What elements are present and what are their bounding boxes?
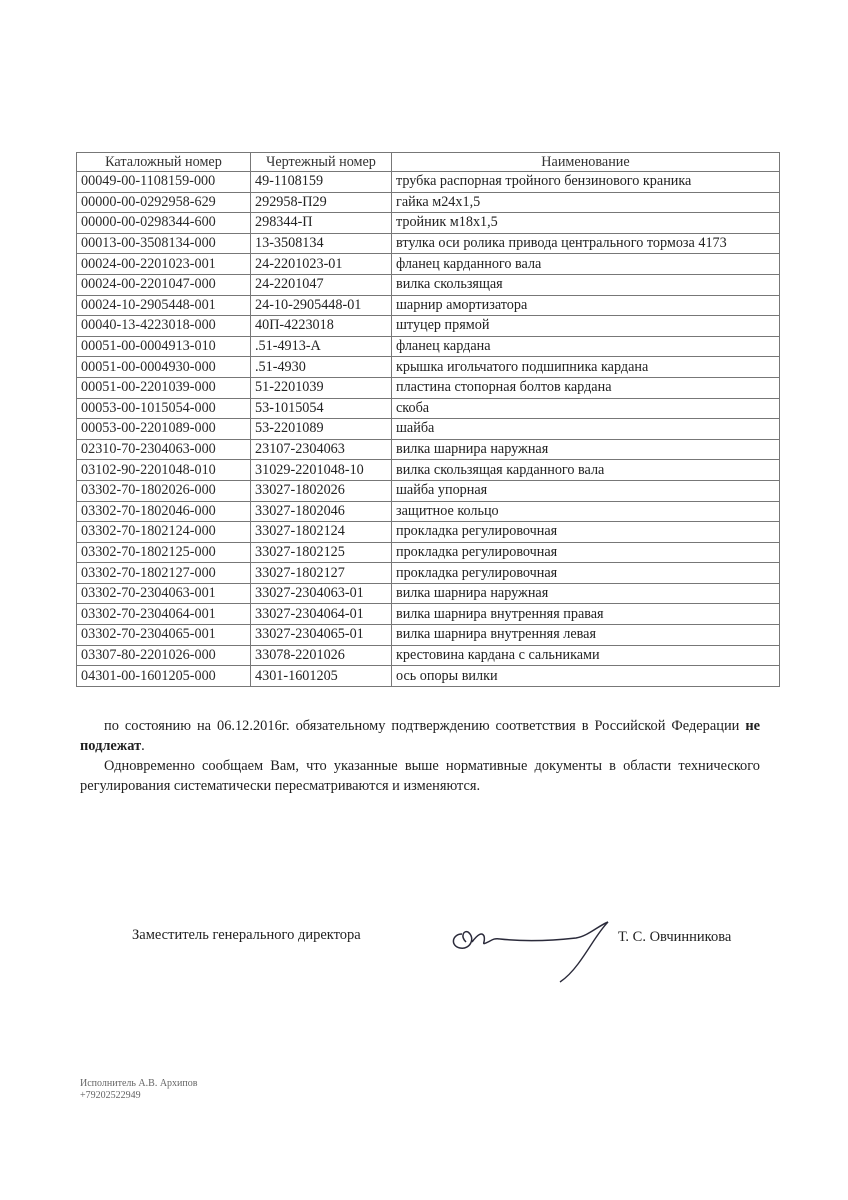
catalog-number-cell: 00051-00-0004913-010: [77, 336, 251, 357]
note-1-bold: не подлежат: [80, 718, 760, 754]
note-paragraph-2: [80, 756, 760, 796]
executor-info: [80, 1078, 197, 1102]
part-name-cell: шарнир амортизатора: [392, 295, 780, 316]
catalog-number-cell: 00000-00-0298344-600: [77, 213, 251, 234]
catalog-number-cell: 00024-10-2905448-001: [77, 295, 251, 316]
note-2-text: Одновременно сообщаем Вам, что указанные выше нормативные документы в области технического регулирования систематически пересматриваются и изменяются.: [80, 758, 760, 794]
catalog-number-cell: 03302-70-2304064-001: [77, 604, 251, 625]
part-name-cell: крышка игольчатого подшипника кардана: [392, 357, 780, 378]
drawing-number-cell: 33027-2304063-01: [251, 583, 392, 604]
table-row: [77, 522, 780, 543]
table-row: [77, 460, 780, 481]
catalog-number-cell: 03102-90-2201048-010: [77, 460, 251, 481]
table-row: [77, 625, 780, 646]
table-row: [77, 357, 780, 378]
table-row: [77, 501, 780, 522]
catalog-number-cell: 03302-70-1802124-000: [77, 522, 251, 543]
drawing-number-cell: 33027-1802127: [251, 563, 392, 584]
part-name-cell: скоба: [392, 398, 780, 419]
part-name-cell: прокладка регулировочная: [392, 522, 780, 543]
catalog-number-cell: 03302-70-1802046-000: [77, 501, 251, 522]
part-name-cell: прокладка регулировочная: [392, 542, 780, 563]
part-name-cell: пластина стопорная болтов кардана: [392, 377, 780, 398]
drawing-number-cell: .51-4913-А: [251, 336, 392, 357]
table-row: [77, 398, 780, 419]
part-name-cell: вилка шарнира внутренняя левая: [392, 625, 780, 646]
catalog-number-cell: 00051-00-0004930-000: [77, 357, 251, 378]
table-row: [77, 666, 780, 687]
note-1-end: .: [141, 738, 145, 754]
table-row: [77, 583, 780, 604]
drawing-number-cell: 24-2201023-01: [251, 254, 392, 275]
drawing-number-cell: 13-3508134: [251, 233, 392, 254]
drawing-number-cell: 292958-П29: [251, 192, 392, 213]
catalog-number-cell: 00024-00-2201023-001: [77, 254, 251, 275]
drawing-number-cell: 23107-2304063: [251, 439, 392, 460]
table-row: [77, 377, 780, 398]
catalog-number-cell: 03302-70-1802026-000: [77, 480, 251, 501]
table-row: [77, 213, 780, 234]
catalog-number-cell: 00024-00-2201047-000: [77, 274, 251, 295]
drawing-number-cell: 33027-1802125: [251, 542, 392, 563]
part-name-cell: защитное кольцо: [392, 501, 780, 522]
header-drawing-number: Чертежный номер: [251, 153, 392, 172]
table-row: [77, 542, 780, 563]
note-1-text: по состоянию на 06.12.2016г. обязательному подтверждению соответствия в Российской Федерации: [104, 718, 746, 734]
note-paragraph-1: [80, 716, 760, 756]
table-row: [77, 274, 780, 295]
part-name-cell: штуцер прямой: [392, 316, 780, 337]
drawing-number-cell: 33027-2304064-01: [251, 604, 392, 625]
drawing-number-cell: 4301-1601205: [251, 666, 392, 687]
signatory-title: Заместитель генерального директора: [132, 927, 361, 943]
table-row: [77, 419, 780, 440]
table-row: [77, 233, 780, 254]
header-name: Наименование: [392, 153, 780, 172]
part-name-cell: вилка скользящая карданного вала: [392, 460, 780, 481]
part-name-cell: шайба: [392, 419, 780, 440]
table-row: [77, 604, 780, 625]
drawing-number-cell: 53-2201089: [251, 419, 392, 440]
part-name-cell: шайба упорная: [392, 480, 780, 501]
parts-table-body: [77, 172, 780, 687]
table-row: [77, 439, 780, 460]
drawing-number-cell: 53-1015054: [251, 398, 392, 419]
drawing-number-cell: 31029-2201048-10: [251, 460, 392, 481]
table-row: [77, 172, 780, 193]
part-name-cell: вилка скользящая: [392, 274, 780, 295]
catalog-number-cell: 00053-00-1015054-000: [77, 398, 251, 419]
catalog-number-cell: 00040-13-4223018-000: [77, 316, 251, 337]
part-name-cell: вилка шарнира наружная: [392, 439, 780, 460]
catalog-number-cell: 00013-00-3508134-000: [77, 233, 251, 254]
table-row: [77, 480, 780, 501]
catalog-number-cell: 03307-80-2201026-000: [77, 645, 251, 666]
part-name-cell: тройник м18х1,5: [392, 213, 780, 234]
drawing-number-cell: 24-2201047: [251, 274, 392, 295]
table-row: [77, 295, 780, 316]
drawing-number-cell: 33078-2201026: [251, 645, 392, 666]
signatory-name: Т. С. Овчинникова: [618, 929, 732, 945]
drawing-number-cell: 24-10-2905448-01: [251, 295, 392, 316]
catalog-number-cell: 00000-00-0292958-629: [77, 192, 251, 213]
part-name-cell: прокладка регулировочная: [392, 563, 780, 584]
drawing-number-cell: 49-1108159: [251, 172, 392, 193]
drawing-number-cell: .51-4930: [251, 357, 392, 378]
parts-table: [76, 152, 780, 687]
part-name-cell: гайка м24х1,5: [392, 192, 780, 213]
drawing-number-cell: 51-2201039: [251, 377, 392, 398]
catalog-number-cell: 04301-00-1601205-000: [77, 666, 251, 687]
part-name-cell: втулка оси ролика привода центрального тормоза 4173: [392, 233, 780, 254]
catalog-number-cell: 03302-70-2304063-001: [77, 583, 251, 604]
table-header-row: [77, 153, 780, 172]
part-name-cell: фланец карданного вала: [392, 254, 780, 275]
table-row: [77, 192, 780, 213]
part-name-cell: крестовина кардана с сальниками: [392, 645, 780, 666]
catalog-number-cell: 02310-70-2304063-000: [77, 439, 251, 460]
catalog-number-cell: 00049-00-1108159-000: [77, 172, 251, 193]
drawing-number-cell: 40П-4223018: [251, 316, 392, 337]
drawing-number-cell: 33027-1802026: [251, 480, 392, 501]
drawing-number-cell: 298344-П: [251, 213, 392, 234]
handwritten-signature: [448, 912, 618, 984]
catalog-number-cell: 03302-70-1802127-000: [77, 563, 251, 584]
table-row: [77, 316, 780, 337]
part-name-cell: трубка распорная тройного бензинового краника: [392, 172, 780, 193]
part-name-cell: вилка шарнира внутренняя правая: [392, 604, 780, 625]
part-name-cell: вилка шарнира наружная: [392, 583, 780, 604]
drawing-number-cell: 33027-2304065-01: [251, 625, 392, 646]
catalog-number-cell: 00053-00-2201089-000: [77, 419, 251, 440]
table-row: [77, 645, 780, 666]
table-row: [77, 254, 780, 275]
table-row: [77, 563, 780, 584]
drawing-number-cell: 33027-1802124: [251, 522, 392, 543]
part-name-cell: фланец кардана: [392, 336, 780, 357]
catalog-number-cell: 03302-70-1802125-000: [77, 542, 251, 563]
table-row: [77, 336, 780, 357]
part-name-cell: ось опоры вилки: [392, 666, 780, 687]
executor-name: Исполнитель А.В. Архипов: [80, 1078, 198, 1089]
catalog-number-cell: 00051-00-2201039-000: [77, 377, 251, 398]
catalog-number-cell: 03302-70-2304065-001: [77, 625, 251, 646]
drawing-number-cell: 33027-1802046: [251, 501, 392, 522]
header-catalog-number: Каталожный номер: [77, 153, 251, 172]
executor-phone: +79202522949: [80, 1090, 141, 1101]
